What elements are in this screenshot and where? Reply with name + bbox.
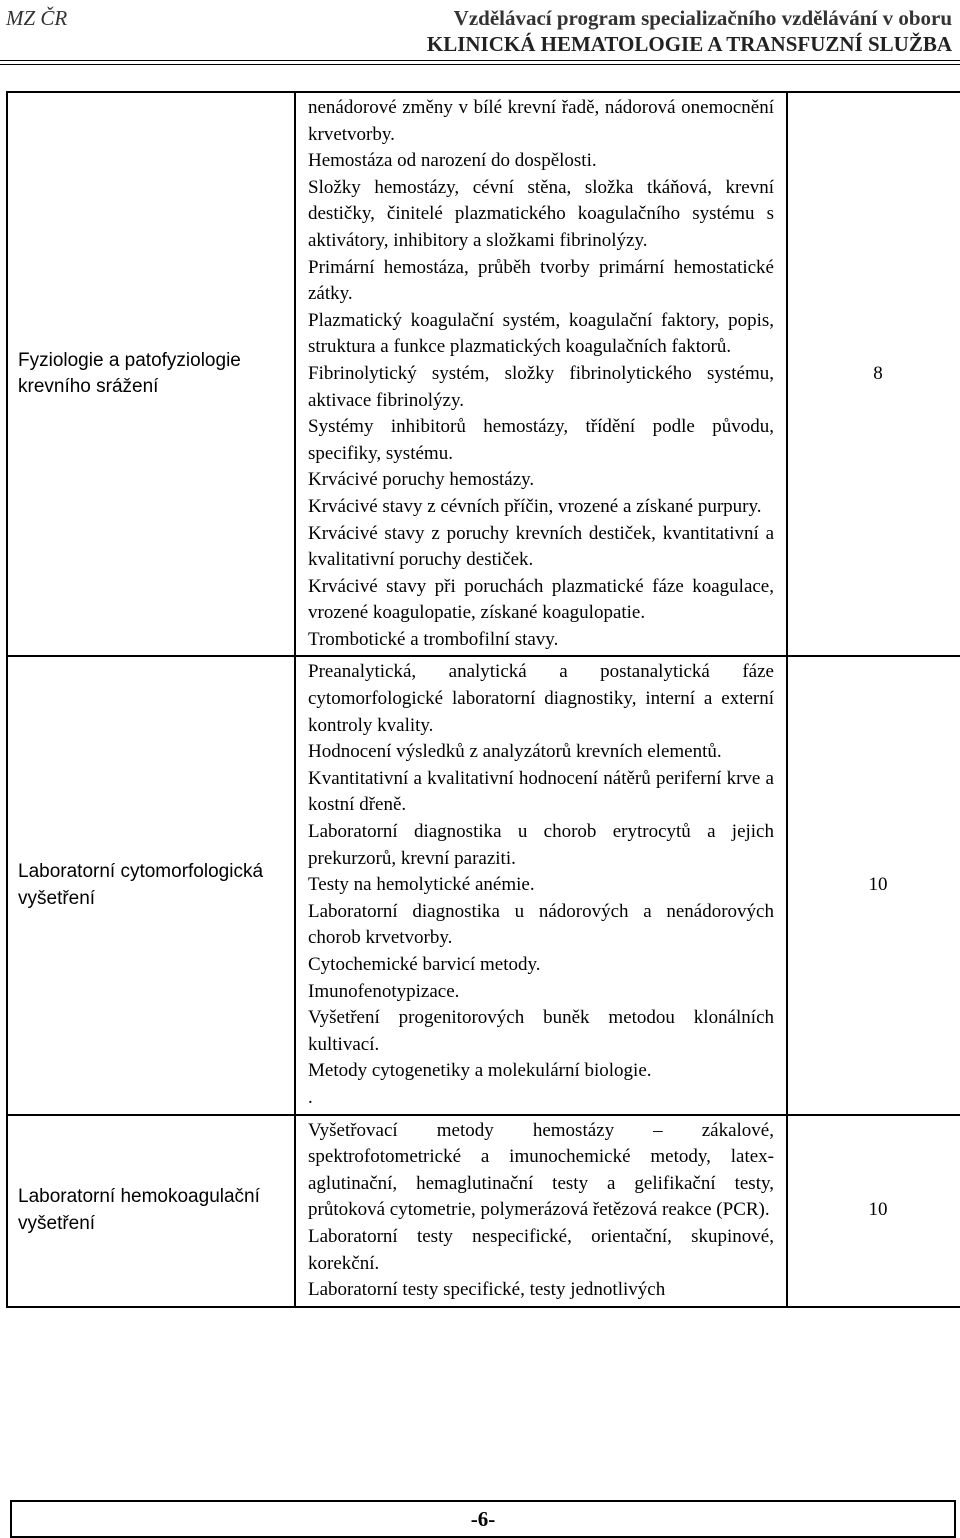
content-paragraph: Primární hemostáza, průběh tvorby primární hemostatické zátky.: [308, 256, 774, 305]
content-paragraph: .: [308, 1086, 313, 1108]
program-title: [427, 5, 952, 57]
program-title-line1: Vzdělávací program specializačního vzdělávání v oboru: [453, 6, 952, 30]
hours-value: 10: [787, 656, 960, 1114]
content-paragraph: Laboratorní diagnostika u nádorových a nenádorových chorob krvetvorby.: [308, 900, 774, 949]
content-paragraph: Laboratorní testy nespecifické, orientační, skupinové, korekční.: [308, 1225, 774, 1274]
content-paragraph: Kvantitativní a kvalitativní hodnocení nátěrů periferní krve a kostní dřeně.: [308, 767, 774, 816]
topic-content: [295, 656, 787, 1114]
topic-title: Laboratorní hemokoagulační vyšetření: [7, 1115, 295, 1307]
content-paragraph: Imunofenotypizace.: [308, 980, 460, 1002]
content-paragraph: Preanalytická, analytická a postanalytická fáze cytomorfologické laboratorní diagnostiky, interní a externí kontroly kvality.: [308, 661, 774, 736]
content-paragraph: Fibrinolytický systém, složky fibrinolytického systému, aktivace fibrinolýzy.: [308, 362, 774, 411]
table-row: [7, 1115, 960, 1307]
topic-content: [295, 1115, 787, 1307]
page-header: [0, 0, 960, 64]
topic-title: Fyziologie a patofyziologie krevního srážení: [7, 92, 295, 656]
content-paragraph: Složky hemostázy, cévní stěna, složka tkáňová, krevní destičky, činitelé plazmatického koagulačního systému s aktivátory, inhibitory a složkami fibrinolýzy.: [308, 176, 774, 251]
curriculum-table: [6, 91, 960, 1308]
content-paragraph: Vyšetření progenitorových buněk metodou klonálních kultivací.: [308, 1007, 774, 1055]
topic-title: Laboratorní cytomorfologická vyšetření: [7, 656, 295, 1114]
content-paragraph: Vyšetřovací metody hemostázy – zákalové, spektrofotometrické a imunochemické metody, latex-aglutinační, hemaglutinační testy a gelifikační testy, průtoková cytometrie, polymerázová řetězová reakce (PCR).: [308, 1119, 774, 1221]
program-title-line2: KLINICKÁ HEMATOLOGIE A TRANSFUZNÍ SLUŽBA: [426, 32, 952, 56]
content-paragraph: Hodnocení výsledků z analyzátorů krevních elementů.: [308, 741, 722, 763]
content-paragraph: Metody cytogenetiky a molekulární biologie.: [308, 1060, 652, 1082]
table-row: [7, 656, 960, 1114]
topic-content: [295, 92, 787, 656]
content-paragraph: Plazmatický koagulační systém, koagulační faktory, popis, struktura a funkce plazmatických koagulačních faktorů.: [308, 309, 774, 358]
hours-value: 10: [787, 1115, 960, 1307]
content-paragraph: Trombotické a trombofilní stavy.: [308, 628, 559, 650]
content-paragraph: Krvácivé stavy z poruchy krevních destiček, kvantitativní a kvalitativní poruchy destiček.: [308, 522, 774, 571]
content-paragraph: nenádorové změny v bílé krevní řadě, nádorová onemocnění krvetvorby.: [308, 97, 774, 145]
content-paragraph: Krvácivé stavy při poruchách plazmatické fáze koagulace, vrozené koagulopatie, získané koagulopatie.: [308, 575, 774, 624]
content-paragraph: Laboratorní testy specifické, testy jednotlivých: [308, 1279, 666, 1301]
ministry-label: MZ ČR: [6, 6, 68, 30]
header-rule: [0, 60, 960, 65]
content-paragraph: Laboratorní diagnostika u chorob erytrocytů a jejich prekurzorů, krevní paraziti.: [308, 821, 774, 869]
hours-value: 8: [787, 92, 960, 656]
content-paragraph: Testy na hemolytické anémie.: [308, 874, 535, 896]
content-paragraph: Systémy inhibitorů hemostázy, třídění podle původu, specifiky, systému.: [308, 416, 774, 464]
content-paragraph: Krvácivé stavy z cévních příčin, vrozené a získané purpury.: [308, 495, 762, 517]
content-paragraph: Krvácivé poruchy hemostázy.: [308, 469, 535, 491]
content-paragraph: Cytochemické barvicí metody.: [308, 954, 541, 975]
table-row: [7, 92, 960, 656]
content-paragraph: Hemostáza od narození do dospělosti.: [308, 150, 597, 172]
page-number: -6-: [10, 1500, 956, 1538]
